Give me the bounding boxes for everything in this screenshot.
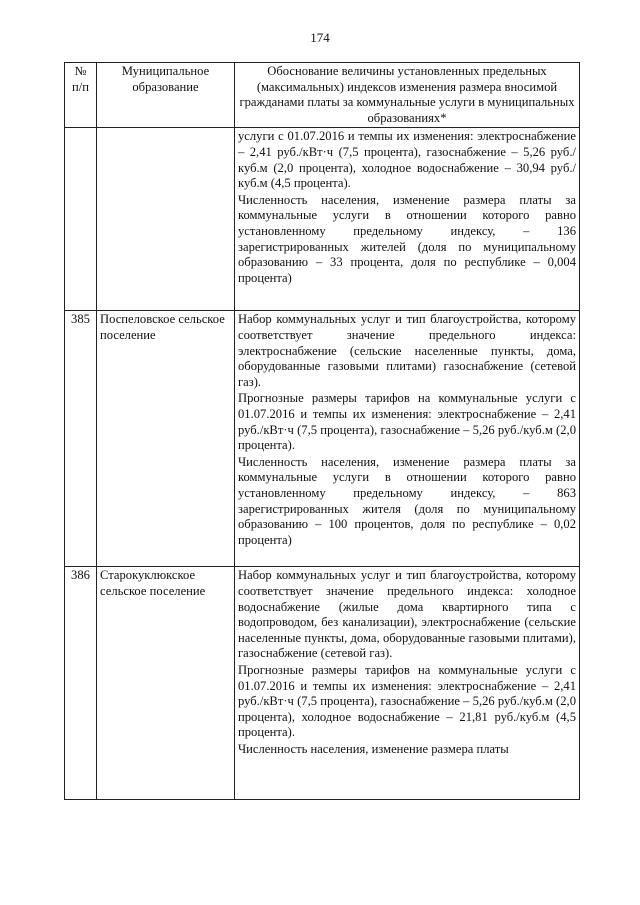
justification-paragraph: Численность населения, изменение размера платы за коммунальные услуги в отношении которого равно установленному предельному индексу, – 863 зарегистрированных жителя (доля по муниципальному образованию – 100 процентов, доля по республике – 0,02 процента) [238,454,576,547]
table-row [65,128,580,311]
table-row [65,311,580,567]
justification-paragraph: Набор коммунальных услуг и тип благоустройства, которому соответствует значение предельного индекса: электроснабжение (сельские населенные пункты, дома, оборудованные газовыми плитами) газоснабжение (сетевой газ). [238,312,576,389]
row-number: 385 [65,311,97,567]
justification-table [64,62,580,800]
justification-paragraph: Прогнозные размеры тарифов на коммунальные услуги с 01.07.2016 и темпы их изменения: электроснабжение – 2,41 руб./кВт·ч (7,5 процента), газоснабжение – 5,26 руб./куб.м (2,0 процента). [238,391,576,453]
row-number [65,128,97,311]
header-municipality: Муниципальное образование [97,63,235,128]
row-justification [235,128,580,311]
justification-paragraph: Набор коммунальных услуг и тип благоустройства, которому соответствует значение предельного индекса: холодное водоснабжение (жилые дома квартирного типа с водопроводом, без канализации), электроснабжение (сельские населенные пункты, дома, оборудованные газовыми плитами), газоснабжение (сетевой газ). [238,568,576,661]
justification-paragraph: Прогнозные размеры тарифов на коммунальные услуги с 01.07.2016 и темпы их изменения: электроснабжение – 2,41 руб./кВт·ч (7,5 процента), газоснабжение – 5,26 руб./куб.м (2,0 процента), холодное водоснабжение – 21,81 руб./куб.м (4,5 процента). [238,662,576,740]
row-number: 386 [65,567,97,800]
page-number: 174 [310,30,330,45]
header-justification: Обоснование величины установленных предельных (максимальных) индексов изменения размера вносимой гражданами платы за коммунальные услуги в муниципальных образованиях* [235,63,580,128]
header-number: № п/п [65,63,97,128]
row-municipality [97,128,235,311]
justification-paragraph: Численность населения, изменение размера платы за коммунальные услуги в отношении которого равно установленному предельному индексу, – 136 зарегистрированных жителей (доля по муниципальному образованию – 33 процента, доля по республике – 0,004 процента) [238,192,576,285]
row-justification [235,311,580,567]
justification-paragraph: Численность населения, изменение размера платы [238,741,509,756]
row-justification [235,567,580,800]
row-municipality: Поспеловское сельское поселение [97,311,235,567]
table-row [65,567,580,800]
justification-paragraph: услуги с 01.07.2016 и темпы их изменения: электроснабжение – 2,41 руб./кВт·ч (7,5 процента), газоснабжение – 5,26 руб./куб.м (2,0 процента), холодное водоснабжение – 30,94 руб./куб.м (4,5 процента). [238,129,576,191]
row-municipality: Старокуклюкское сельское поселение [97,567,235,800]
table-header-row [65,63,580,128]
